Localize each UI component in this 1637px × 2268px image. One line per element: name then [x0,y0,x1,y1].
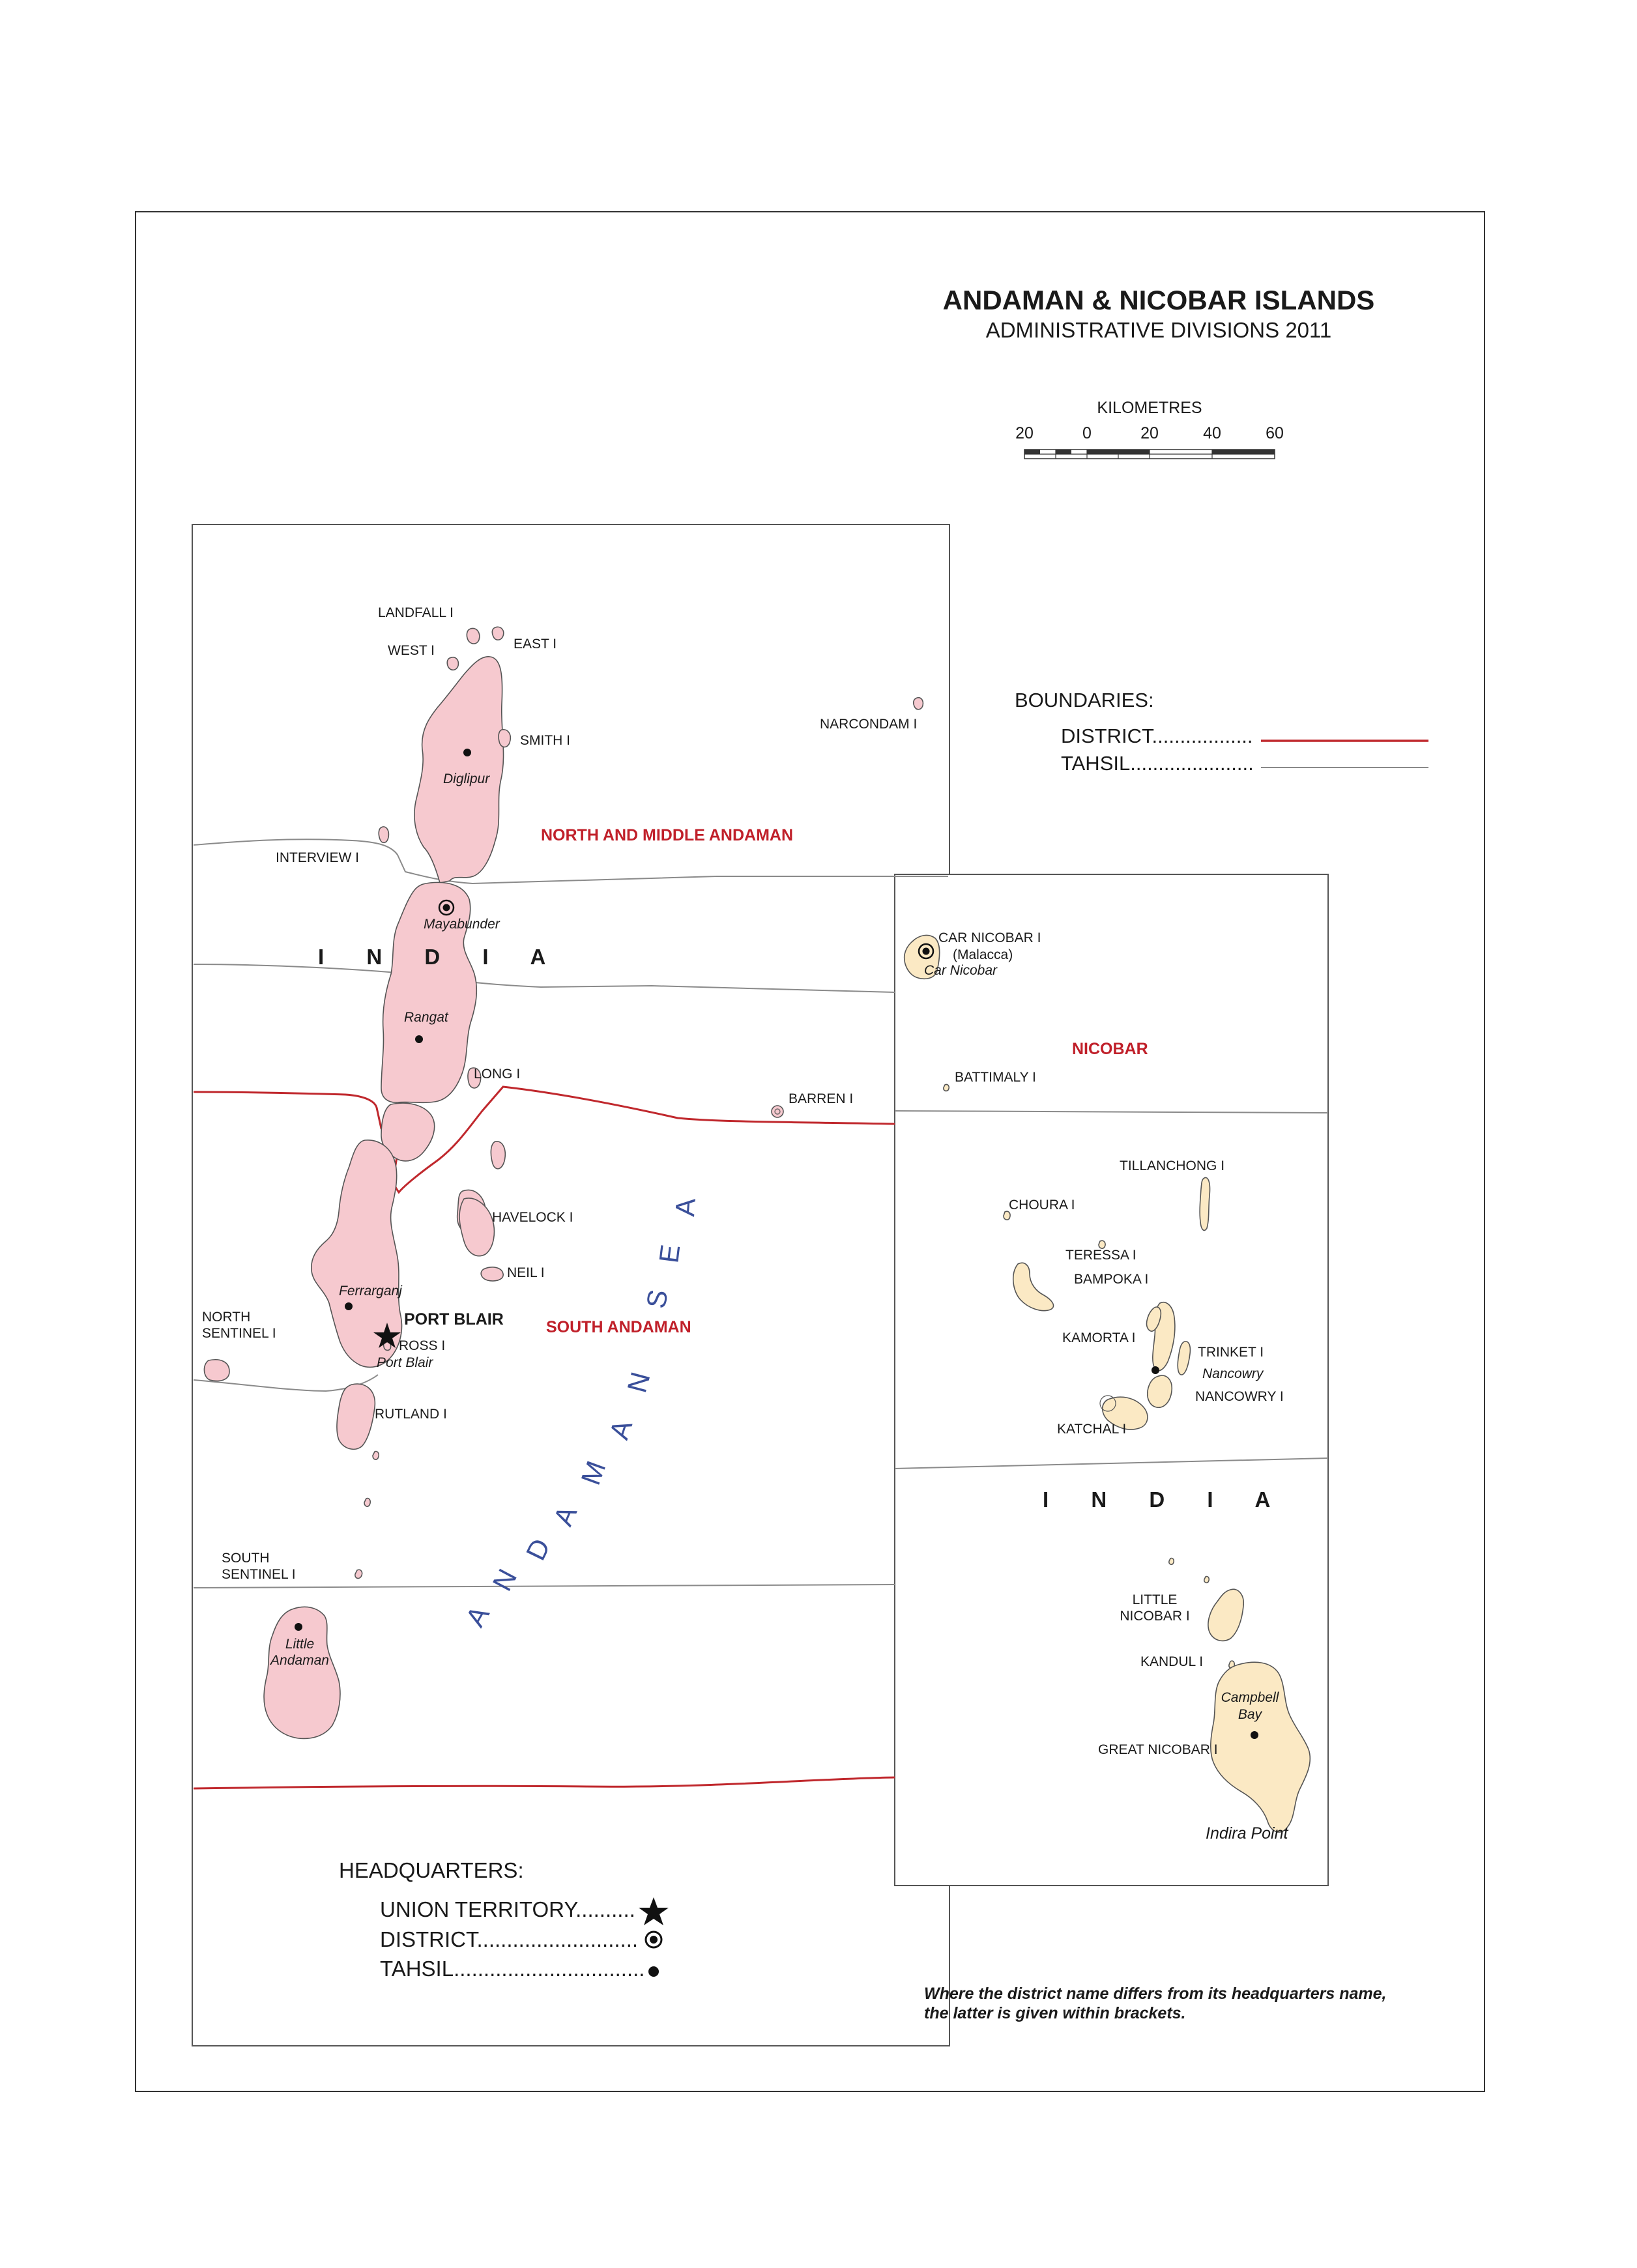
footnote-line-2: the latter is given within brackets. [924,2004,1186,2022]
little-andaman-tahsil-hq-icon [295,1623,302,1631]
map-title: ANDAMAN & NICOBAR ISLANDS [942,285,1375,315]
north-middle-andaman-district-label: NORTH AND MIDDLE ANDAMAN [541,826,793,844]
campbell-bay-tahsil-hq-icon [1251,1731,1258,1739]
sea-letter: M [575,1457,612,1489]
narcondam-island-label: NARCONDAM I [820,717,918,732]
south-sentinel-label: SOUTH [222,1551,270,1566]
scale-tick-label: 40 [1203,424,1221,442]
indira-point-label: Indira Point [1206,1824,1288,1843]
smith-island [499,730,510,747]
scale-tick-label: 20 [1140,424,1159,442]
smith-island-label: SMITH I [520,733,570,748]
diglipur-label: Diglipur [443,771,490,786]
south-andaman-district-label: SOUTH ANDAMAN [546,1318,691,1336]
nancowry-island-label: NANCOWRY I [1195,1389,1284,1404]
ferrargunj-label: Ferrarganj [339,1284,402,1299]
campbell-bay-label: Bay [1238,1707,1262,1722]
andaman-islands [204,627,923,1738]
nancowry-hq-label: Nancowry [1202,1366,1264,1381]
scale-bar [1015,399,1284,459]
neil-island [481,1267,503,1281]
india-label-andaman: I N D I A [318,945,564,969]
choura-island-label: CHOURA I [1009,1198,1075,1213]
landfall-island [467,628,479,644]
headquarters-legend [339,1858,669,1981]
mayabunder-label: Mayabunder [424,917,500,932]
headquarters-heading: HEADQUARTERS: [339,1858,524,1882]
barren-island [772,1106,783,1117]
narcondam-island [914,698,923,710]
tahsil-hq-legend-label: TAHSIL................................ [380,1957,645,1981]
kamorta-island-label: KAMORTA I [1062,1330,1136,1345]
little-nicobar-label: NICOBAR I [1120,1609,1190,1624]
port-blair-label: Port Blair [377,1355,433,1370]
port-blair-capital-label: PORT BLAIR [404,1310,504,1328]
small-islet [364,1499,370,1506]
boundaries-legend [1015,689,1428,775]
nicobar-district-label: NICOBAR [1072,1040,1148,1058]
scale-unit-label: KILOMETRES [1097,399,1202,417]
choura-island [1004,1211,1010,1220]
sea-letter: A [603,1416,639,1443]
footnote-line-1: Where the district name differs from its headquarters name, [924,1985,1387,2003]
little-nicobar-label: LITTLE [1132,1592,1178,1607]
scale-tick-label: 20 [1015,424,1034,442]
barren-island-label: BARREN I [789,1091,854,1106]
west-island [447,657,458,670]
little-andaman-label: Andaman [270,1653,329,1668]
campbell-bay-label: Campbell [1221,1690,1279,1705]
district-boundary-label: DISTRICT.................. [1061,725,1253,747]
small-nicobar-islet [1169,1558,1174,1565]
west-island-label: WEST I [388,643,435,658]
tahsil-hq-legend-icon [648,1966,659,1977]
north-andaman-island [414,657,504,883]
tahsil-boundary-label: TAHSIL...................... [1061,752,1254,775]
sea-letter: A [547,1501,583,1530]
landfall-island-label: LANDFALL I [378,605,454,620]
sea-letter: A [669,1197,701,1218]
east-island-label: EAST I [514,637,557,652]
bampoka-island-label: BAMPOKA I [1074,1272,1149,1287]
andaman-panel [192,524,949,2046]
battimaly-island [944,1085,949,1091]
little-andaman-label: Little [285,1637,315,1652]
great-nicobar-island-label: GREAT NICOBAR I [1098,1742,1218,1757]
ferrargunj-tahsil-hq-icon [345,1302,353,1310]
small-islet [373,1452,379,1459]
north-sentinel-island [204,1360,229,1381]
scale-tick-label: 60 [1266,424,1284,442]
small-nicobar-islet [1204,1577,1209,1583]
ut-hq-legend-label: UNION TERRITORY.......... [380,1897,635,1921]
middle-andaman-island [381,882,476,1102]
havelock-island-label: HAVELOCK I [492,1210,573,1225]
india-label-nicobar: I N D I A [1043,1487,1289,1512]
interview-island-label: INTERVIEW I [276,850,359,865]
district-hq-legend-label: DISTRICT........................... [380,1927,639,1951]
neil-island-label: NEIL I [507,1265,545,1280]
interview-island [379,827,388,842]
car-nicobar-island-label: CAR NICOBAR I [938,930,1041,945]
scale-tick-label: 0 [1082,424,1092,442]
south-sentinel-island [355,1570,362,1578]
sea-letter: S [640,1287,674,1311]
north-sentinel-label: NORTH [202,1310,251,1325]
car-nicobar-hq-label: Car Nicobar [924,963,998,978]
south-sentinel-label: SENTINEL I [222,1567,296,1582]
kandul-island-label: KANDUL I [1140,1654,1204,1669]
tillanchong-island [1200,1177,1210,1230]
map-subtitle: ADMINISTRATIVE DIVISIONS 2011 [985,318,1332,342]
ross-island-label: ROSS I [399,1338,446,1353]
rutland-island [337,1384,375,1449]
malacca-label: (Malacca) [953,947,1013,962]
rangat-label: Rangat [404,1010,448,1025]
sir-hugh-rose-island [491,1141,505,1169]
teressa-island-label: TERESSA I [1065,1248,1137,1263]
battimaly-island-label: BATTIMALY I [955,1070,1036,1085]
ut-hq-legend-star-icon [639,1897,669,1925]
diglipur-tahsil-hq-icon [463,749,471,756]
tillanchong-island-label: TILLANCHONG I [1120,1158,1225,1173]
north-sentinel-label: SENTINEL I [202,1326,276,1341]
long-island-label: LONG I [474,1067,521,1082]
sea-letter: E [653,1242,686,1265]
sea-letter: N [486,1564,523,1596]
east-island [492,627,503,640]
sea-letter: A [459,1600,495,1632]
nancowry-tahsil-hq-icon [1152,1366,1159,1374]
sea-letter: D [519,1534,557,1565]
katchal-island-label: KATCHAL I [1057,1422,1127,1437]
rangat-tahsil-hq-icon [415,1035,423,1043]
havelock-island [459,1198,494,1256]
sea-letter: N [621,1368,656,1396]
boundaries-heading: BOUNDARIES: [1015,689,1154,711]
rutland-island-label: RUTLAND I [375,1407,447,1422]
trinket-island-label: TRINKET I [1198,1345,1264,1360]
